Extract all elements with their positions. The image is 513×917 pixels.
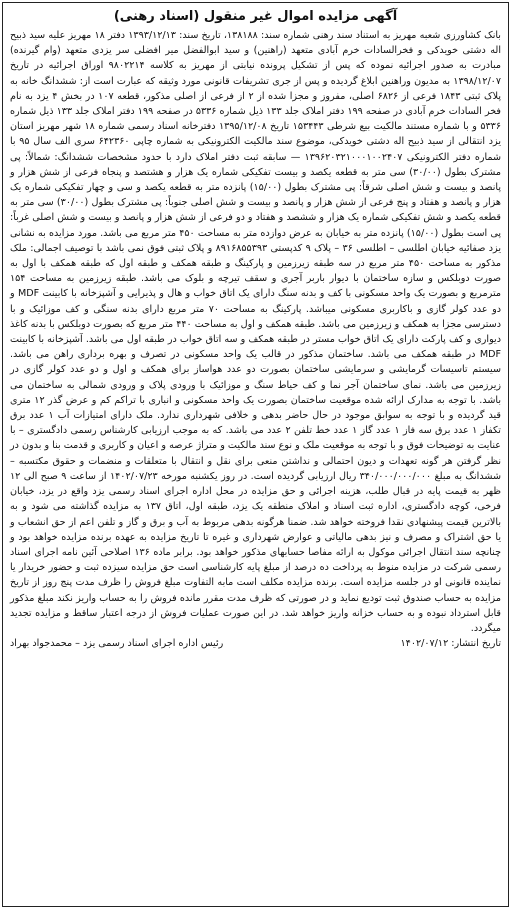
publish-date: تاریخ انتشار: ۱۴۰۲/۰۷/۱۲: [400, 638, 501, 650]
notice-title: آگهی مزایده اموال غیر منقول (اسناد رهنی): [113, 9, 398, 24]
notice-body: بانک کشاورزی شعبه مهریز به استناد سند رهنی شماره سند: ۱۳۸۱۸۸، تاریخ سند: ۱۳۹۳/۱۲/۱۳ دفتر ۱۸ مهریز علیه سید ذبیح اله دشتی خویدکی و فخرالسادات خرم آبادی متعهد (راهنین) و سید ابوالفضل میر افضلی سر یزدی متعهد (وام گیرنده) مبادرت به صدور اجرائیه نموده که پس از تشکیل پرونده نیابتی از مهریز به کلاسه ۹۸۰۲۲۱۴ اوراق اجرائیه در تاریخ ۱۳۹۸/۱۲/۰۷ به مدیون وراهنین ابلاغ گردیده و پس از جری تشریفات قانونی مورد وثیقه که عبارت است از: ششدانگ خانه به پلاک ثبتی ۱۸۴۳ فرعی از ۶۸۲۶ اصلی، مفروز و مجزا شده از ۲ از فرعی از اصلی مذکور، قطعه ۱۰۷ در بخش ۴ یزد به نام فخر السادات خرم آبادی در صفحه ۱۹۹ دفتر املاک جلد ۱۳۳ ذیل شماره ۵۳۳۶ در صفحه ۱۹۹ دفتر املاک جلد ۱۳۳ ذیل شماره ۵۳۳۶ و با شماره مستند مالکیت بیع شرطی ۱۵۳۴۴۳ تاریخ ۱۳۹۵/۱۲/۰۸ دفترخانه اسناد رسمی شماره ۱۸ شهر مهریز استان یزد انتقالی از سید ذبیح اله دشتی خویدکی، موضوع سند مالکیت الکترونیکی به شماره چاپی ۶۴۲۳۶۰ سری الف سال ۹۵ با شماره دفتر الکترونیکی ۱۳۹۶۲۰۳۲۱۰۰۰۱۰۰۲۴۰۷ — سابقه ثبت دفتر املاک دارد با حدود مشخصات ششدانگ: شمالاً: پی مشترک بطول (۳۰/۰۰) سی متر به قطعه یکصد و بیست تفکیکی شماره یک هزار و هشتصد و پنجاه فرعی از شش هزار و پانصد و بیست و شش اصلی شرقاً: پی مشترک بطول (۱۵/۰۰) پانزده متر به قطعه یکصد و سی و چهار تفکیکی شماره یک هزار و پانصد و هفتاد و پنج فرعی از شش هزار و پانصد و بیست و شش اصلی جنوباً: پی مشترک بطول (۳۰/۰۰) سی متر به قطعه یکصد و شش تفکیکی شماره یک هزار و ششصد و هفتاد و دو فرعی از شش هزار و پانصد و بیست و شش اصلی غرباً: پی است بطول (۱۵/۰۰) پانزده متر به خیابان به عرض دوازده متر به مساحت ۴۵۰ متر مربع می باشد. مورد مزایده به نشانی یزد صفائیه خیابان اطلسی – اطلسی ۳۶ – پلاک ۹ کدپستی ۸۹۱۶۸۵۵۳۹۳ و پلاک ثبتی فوق نمی باشد با توصیف اجمالی: ملک مذکور به مساحت ۴۵۰ متر مربع در سه طبقه زیرزمین و پارکینگ و طبقه همکف و طبقه اول که طبقه همکف با اول به صورت دوبلکس و سازه ساختمان با دیوار باربر آجری و سقف تیرچه و بلوک می باشد. طبقه زیرزمین به مساحت ۱۵۴ مترمربع و بصورت یک واحد مسکونی با کف و بدنه سنگ دارای یک اتاق خواب و هال و پذیرایی و آشپزخانه با کابینت MDF و دو عدد کولر گازی و باکاربری مسکونی میباشد. پارکینگ به مساحت ۷۰ متر مربع دارای بدنه سنگی و کف موزائیک و با دسترسی مجزا به همکف و زیرزمین می باشد. طبقه همکف و اول به مساحت ۴۴۰ متر مربع که بصورت دوبلکس با بدنه کاغذ دیواری و کف پارکت دارای یک اتاق خواب مستر در طبقه همکف و سه اتاق خواب در طبقه اول می باشد. آشپزخانه با کابینت MDF در طبقه همکف می باشد. ساختمان مذکور در قالب یک واحد مسکونی در تصرف و بهره برداری راهن می باشد. سیستم تاسیسات گرمایشی و سرمایشی ساختمان بصورت دو عدد هواساز برای همکف و اول و دو عدد کولر گازی در زیرزمین می باشد. نمای ساختمان آجر نما و کف حیاط سنگ و موزائیک با ورودی پلاک و ورودی شمالی به ساختمان می باشد. با توجه به مدارک ارائه شده موقعیت ساختمان بصورت یک واحد مسکونی و انباری با تراکم کم و عرض گذر ۱۲ متری قید گردیده و با توجه به سوابق موجود در حال حاضر بدهی و خلافی شهرداری ندارد. ملک دارای امتیازات آب ۱ عدد برق تکفاز ۱ عدد برق سه فاز ۱ عدد گاز ۱ عدد خط تلفن ۲ عدد می باشد. که به موجب ارزیابی کارشناس رسمی دادگستری – با عنایت به توضیحات فوق و با توجه به موقعیت ملک و نوع سند مالکیت و متراژ عرصه و اعیان و کاربری و قدمت بنا و بدون در نظر گرفتن هر گونه تعهدات و دیون احتمالی و نداشتن منعی برای نقل و انتقال با متعلقات و منضمات و حقوق مکتسبه – ششدانگ به مبلغ ۳۴۰/۰۰۰/۰۰۰/۰۰۰ ریال ارزیابی گردیده است. در روز یکشنبه مورخه ۱۴۰۲/۰۷/۲۳ از ساعت ۹ صبح الی ۱۲ ظهر به قیمت پایه در قبال طلب، هزینه اجرائی و حق مزایده در محل اداره اجرای اسناد رسمی یزد واقع در یزد، خیابان فرخی، کوچه دادگستری، اداره ثبت اسناد و املاک منطقه یک یزد، طبقه اول، اتاق ۱۳۷ به مزایده گذاشته می شود و به بالاترین قیمت پیشنهادی نقدا فروخته خواهد شد. ضمنا هرگونه بدهی مربوط به آب و برق و گاز و تلفن اعم از حق انشعاب و یا حق اشتراک و مصرف و نیز بدهی مالیاتی و عوارض شهرداری و غیره تا تاریخ مزایده به عهده برنده مزایده خواهد بود و چنانچه سند انتقال اجرائی موکول به ارائه مفاصا حسابهای مذکور خواهد بود. برابر ماده ۱۳۶ اصلاحی آئین نامه اجرای اسناد رسمی شرکت در مزایده منوط به پرداخت ده درصد از مبلغ پایه کارشناسی است حق مزایده سیزده ثبت و حضور خریدار یا نماینده قانونی او در جلسه مزایده است. برنده مزایده مکلف است مابه التفاوت مبلغ فروش را ظرف مدت پنج روز از تاریخ مزایده به حساب صندوق ثبت تودیع نماید و در صورتی که ظرف مدت مقرر مانده فروش را به حساب واریز نکند مبلغ مذکور قابل استرداد نبوده و به حساب خزانه واریز خواهد شد. در این صورت عملیات فروش از درجه اعتبار ساقط و مزایده تجدید میگردد.: [10, 30, 502, 634]
notice-footer: [10, 636, 501, 651]
signature-line: رئیس اداره اجرای اسناد رسمی یزد – محمدجواد بهراد: [10, 638, 224, 650]
auction-notice: [2, 2, 509, 907]
